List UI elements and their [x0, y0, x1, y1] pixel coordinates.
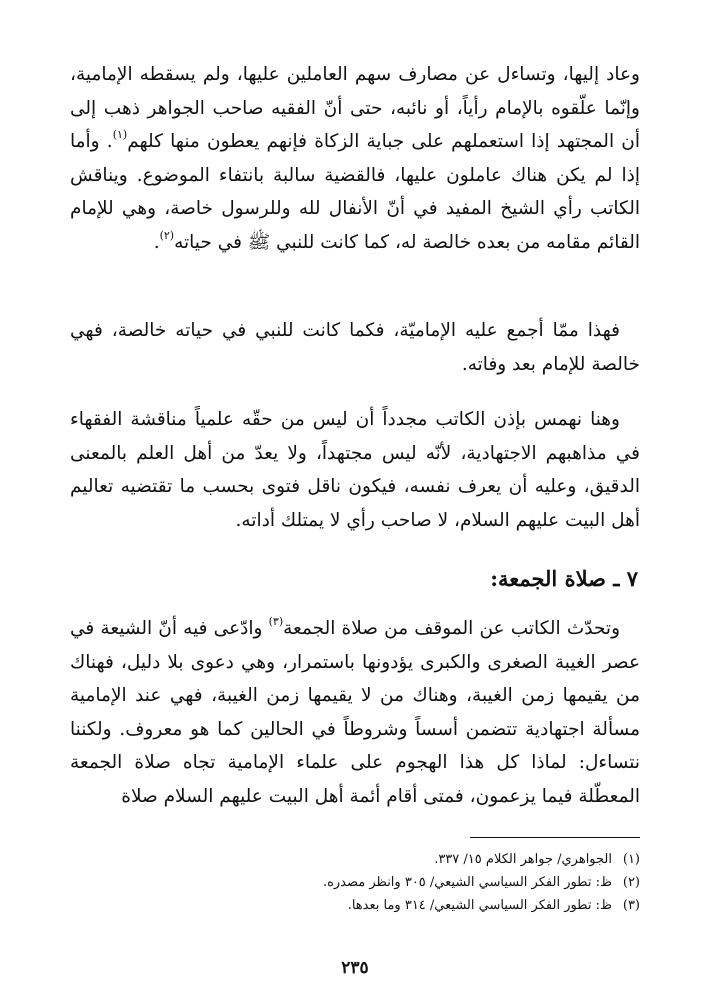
paragraph-3	[70, 403, 640, 537]
paragraph-4	[70, 612, 640, 813]
footnote-number: (٣)	[622, 898, 640, 913]
footnote-ref-3: (٣)	[268, 615, 284, 628]
paragraph-4-text: وتحدّث الكاتب عن الموقف من صلاة الجمعة	[283, 618, 620, 639]
footnote-ref-2: (٢)	[159, 228, 175, 242]
paragraph-1-text: وعاد إليها، وتساءل عن مصارف سهم العاملين عليها، ولم يسقطه الإمامية، وإنّما علّقوه بالإمام رأياً، أو نائبه، حتى أنّ الفقيه صاحب الجواهر ذهب إلى أن المجتهد إذا استعملهم على جباية الزكاة فإنهم يعطون منها كلهم	[70, 64, 640, 152]
footnote-text: الجواهري/ جواهر الكلام ١٥/ ٣٣٧.	[434, 852, 612, 867]
paragraph-1-text-3: .	[153, 231, 160, 253]
footnote-divider	[470, 837, 640, 838]
section-heading: ٧ ـ صلاة الجمعة:	[490, 566, 638, 591]
paragraph-2	[70, 314, 640, 381]
page-number: ٢٣٥	[341, 958, 369, 978]
paragraph-1-text-2: . وأما إذا لم يكن هناك عاملون عليها، فالقضية سالبة بانتفاء الموضوع. ويناقش الكاتب رأي الشيخ المفيد في أنّ الأنفال لله وللرسول خاصة، وهي للإمام القائم مقامه من بعده خالصة له، كما كانت للنبي ﷺ في حياته	[70, 131, 640, 253]
footnote-3	[70, 894, 640, 917]
footnote-text: ظ: تطور الفكر السياسي الشيعي/ ٣١٤ وما بعدها.	[347, 898, 612, 913]
paragraph-2-text: فهذا ممّا أجمع عليه الإماميّة، فكما كانت للنبي في حياته خالصة، فهي خالصة للإمام بعد وفاته.	[70, 320, 640, 375]
footnote-ref-1: (١)	[112, 128, 128, 141]
footnote-2	[70, 871, 640, 894]
paragraph-3-text: وهنا نهمس بإذن الكاتب مجدداً أن ليس من حقّه علمياً مناقشة الفقهاء في مذاهبهم الاجتهادية، لأنّه ليس مجتهداً، ولا يعدّ من أهل العلم بالمعنى الدقيق، وعليه أن يعرف نفسه، فيكون ناقل فتوى بحسب ما تقتضيه تعاليم أهل البيت عليهم السلام، لا صاحب رأي لا يمتلك أداته.	[70, 409, 640, 531]
footnote-text: ظ: تطور الفكر السياسي الشيعي/ ٣٠٥ وانظر مصدره.	[322, 875, 612, 890]
footnote-number: (٢)	[622, 875, 640, 890]
footnote-1	[70, 848, 640, 871]
paragraph-4-text-2: وادّعى فيه أنّ الشيعة في عصر الغيبة الصغرى والكبرى يؤدونها باستمرار، وهي دعوى بلا دليل، فهناك من يقيمها زمن الغيبة، وهناك من لا يقيمها زمن الغيبة، فهي عند الإمامية مسألة اجتهادية تتضمن أسساً وشروطاً في الحالين كما هو معروف. ولكننا نتساءل: لماذا كل هذا الهجوم على علماء الإمامية تجاه صلاة الجمعة المعطّلة فيما يزعمون، فمتى أقام أئمة أهل البيت عليهم السلام صلاة	[70, 618, 640, 807]
footnotes	[70, 848, 640, 917]
paragraph-1	[70, 58, 640, 259]
footnote-number: (١)	[622, 852, 640, 867]
